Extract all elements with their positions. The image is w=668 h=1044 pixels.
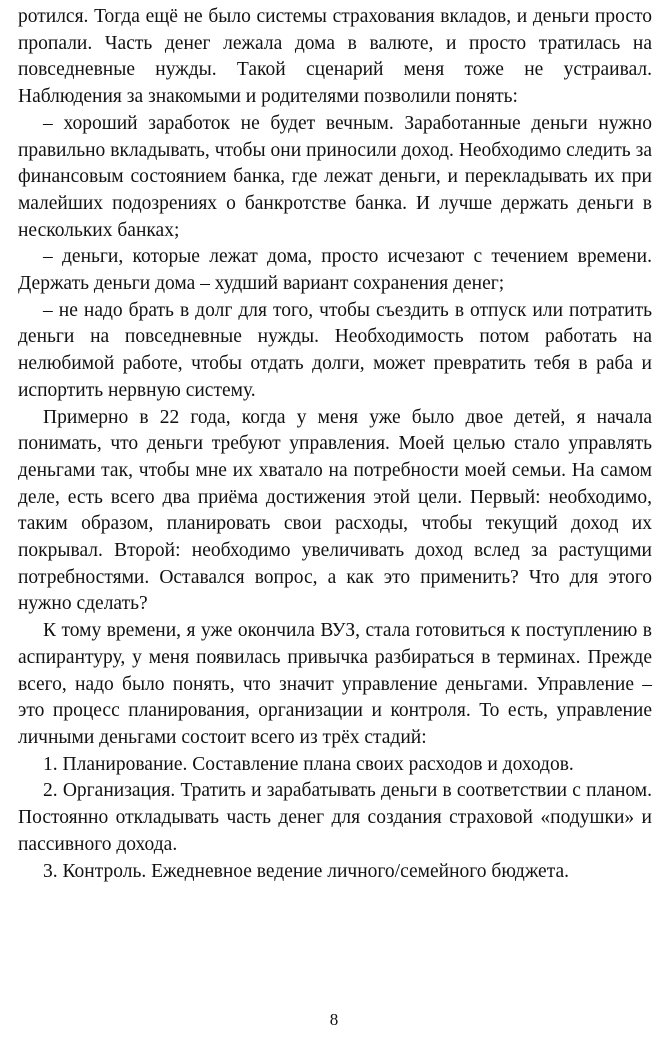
list-item-control: 3. Контроль. Ежедневное ведение личного/семейного бюджета. [43,860,569,882]
list-item-dash-1: – хороший заработок не будет вечным. Заработанные деньги нужно правильно вкладывать, чтобы они приносили доход. Необходимо следить за финансовым состоянием банка, где лежат деньги, и перекладывать их при малейших подозрениях о банкротстве банка. И лучше держать деньги в нескольких банках; [18,112,652,241]
list-item-organization: 2. Организация. Тратить и зарабатывать деньги в соответствии с планом. Постоянно откладывать часть денег для создания страховой «подушки» и пассивного дохода. [18,780,652,855]
list-item-dash-2: – деньги, которые лежат дома, просто исчезают с течением времени. Держать деньги дома – худший вариант сохранения денег; [18,246,652,295]
page-body-text [18,4,652,885]
paragraph-money-management: Примерно в 22 года, когда у меня уже было двое детей, я начала понимать, что деньги требуют управления. Моей целью стало управлять деньгами так, чтобы мне их хватало на потребности моей семьи. На самом деле, есть всего два приёма достижения этой цели. Первый: необходимо, таким образом, планировать свои расходы, чтобы текущий доход их покрывал. Второй: необходимо увеличивать доход вслед за растущими потребностями. Оставался вопрос, а как это применить? Что для этого нужно сделать? [18,406,652,615]
list-item-planning: 1. Планирование. Составление плана своих расходов и доходов. [43,753,574,775]
page-number: 8 [329,1010,339,1029]
list-item-dash-3: – не надо брать в долг для того, чтобы съездить в отпуск или потратить деньги на повседневные нужды. Необходимость потом работать на нелюбимой работе, чтобы отдать долги, может превратить тебя в раба и испортить нервную систему. [18,299,652,401]
paragraph-continuation: ротился. Тогда ещё не было системы страхования вкладов, и деньги просто пропали. Часть денег лежала дома в валюте, и просто тратилась на повседневные нужды. Такой сценарий меня тоже не устраивал. Наблюдения за знакомыми и родителями позволили понять: [18,6,652,108]
paragraph-terms: К тому времени, я уже окончила ВУЗ, стала готовиться к поступлению в аспирантуру, у меня появилась привычка разбираться в терминах. Прежде всего, надо было понять, что значит управление деньгами. Управление – это процесс планирования, организации и контроля. То есть, управление личными деньгами состоит всего из трёх стадий: [18,620,652,748]
